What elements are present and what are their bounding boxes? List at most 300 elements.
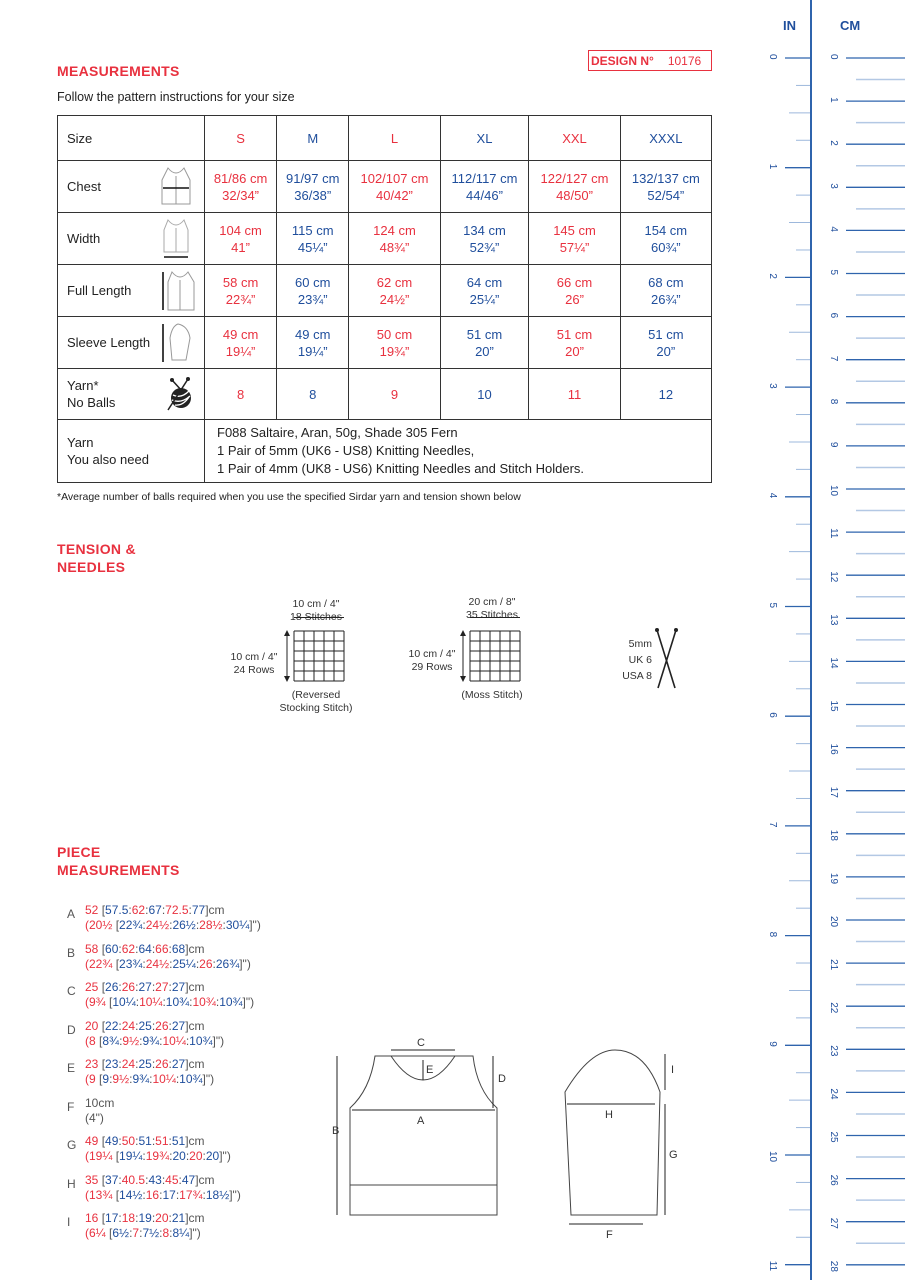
cm-value: 27 — [171, 980, 186, 994]
cm-value: 22 — [105, 1018, 119, 1033]
swatch2-stitches: 35 Stitches — [466, 609, 518, 621]
cm-value: 23 — [85, 1057, 99, 1071]
chest-icon — [160, 166, 196, 208]
cm-value: 60 cm — [295, 274, 331, 290]
balls-s: 8 — [205, 369, 277, 420]
measurement-cell — [529, 317, 620, 369]
cm-value: 24 — [121, 1057, 136, 1071]
cm-value: 16 — [85, 1211, 99, 1225]
yarn-label: Yarn* — [67, 378, 99, 393]
measurement-cell — [277, 317, 349, 369]
label-d: D — [498, 1073, 506, 1085]
row-label-text: Sleeve Length — [67, 335, 151, 350]
inch-value: 10¼ — [152, 1072, 176, 1086]
row-label — [58, 317, 205, 369]
piece-letter: G — [67, 1138, 77, 1152]
inch-value: 10¾ — [165, 995, 190, 1009]
label-f: F — [606, 1229, 613, 1241]
inch-number: 11 — [767, 1260, 778, 1272]
inch-value: 20” — [475, 343, 494, 359]
cm-value: 62 — [131, 903, 146, 917]
cm-number: 9 — [828, 441, 839, 448]
measurement-cell — [205, 317, 277, 369]
measurement-row — [58, 265, 712, 317]
cm-number: 4 — [828, 226, 839, 232]
cm-number: 7 — [828, 355, 839, 362]
inch-value: 13¾ — [89, 1187, 113, 1202]
yarn-balls-label — [58, 369, 205, 420]
cm-value: 23 — [105, 1057, 119, 1071]
design-number-value: 10176 — [667, 53, 702, 68]
inch-value: 20 — [205, 1149, 220, 1163]
piece-letter: I — [67, 1215, 71, 1229]
cm-number: 21 — [828, 959, 839, 971]
inch-value: 26¾ — [215, 956, 240, 971]
inch-value: 23¾ — [119, 956, 143, 971]
cm-value: 134 cm — [463, 222, 506, 238]
inch-number: 5 — [767, 602, 778, 609]
cm-value: 66 cm — [556, 274, 593, 290]
inch-value: 7½ — [142, 1226, 160, 1240]
design-label: DESIGN N° — [591, 53, 654, 68]
measurement-cell — [620, 161, 711, 213]
swatch1-width-text: 10 cm / 4" — [292, 598, 340, 610]
cm-value: 18 — [121, 1211, 136, 1225]
inch-value: 44/46” — [466, 187, 503, 203]
cm-value: 49 — [85, 1134, 99, 1148]
inch-value: 25¼ — [172, 956, 196, 971]
inch-value: 41” — [231, 239, 250, 255]
inch-number: 0 — [767, 54, 778, 60]
inch-value: 22¾ — [119, 918, 143, 932]
cm-value: 40.5 — [121, 1172, 146, 1187]
inch-value: 9½ — [112, 1072, 130, 1086]
inch-value: 52¾” — [469, 239, 500, 255]
cm-value: 68 — [171, 941, 186, 956]
cm-label: CM — [840, 18, 861, 33]
cm-value: 49 cm — [222, 326, 259, 342]
measurement-row — [58, 213, 712, 265]
label-e: E — [426, 1064, 434, 1076]
measurement-row — [58, 317, 712, 369]
inch-value: 9¾ — [132, 1072, 150, 1086]
width-icon — [160, 218, 196, 260]
needle-uk: UK 6 — [628, 654, 652, 666]
design-number — [588, 50, 712, 71]
cm-number: 18 — [828, 829, 839, 841]
cm-value: 51 — [171, 1134, 186, 1148]
measurement-cell — [620, 317, 711, 369]
inch-number: 4 — [767, 492, 778, 499]
sleeve-length-icon — [160, 322, 196, 364]
need-item: 1 Pair of 5mm (UK6 - US8) Knitting Needles, — [217, 443, 475, 458]
swatch2-rows: 29 Rows — [411, 661, 453, 673]
swatch1-height-text: 10 cm / 4" — [230, 651, 278, 663]
measurement-cell — [620, 265, 711, 317]
cm-value: 81/86 cm — [213, 170, 268, 186]
inch-value: 20 — [189, 1149, 203, 1163]
measurement-cell — [529, 265, 620, 317]
cm-number: 26 — [828, 1174, 839, 1186]
cm-value: 64 cm — [466, 274, 503, 290]
cm-number: 20 — [828, 916, 839, 928]
inch-value: 7 — [132, 1226, 140, 1240]
piece-letter: D — [67, 1022, 76, 1037]
measurement-cell — [440, 265, 529, 317]
inch-value: 60¾” — [651, 239, 681, 255]
cm-value: 49 — [105, 1134, 119, 1148]
cm-number: 1 — [828, 97, 839, 103]
swatch1-caption2: Stocking Stitch) — [279, 702, 353, 714]
inch-value: 19¼” — [297, 343, 328, 359]
measurement-cell — [349, 265, 440, 317]
row-label — [58, 213, 205, 265]
swatch2-height — [400, 648, 464, 674]
cm-number: 16 — [828, 743, 839, 755]
needle-mm: 5mm — [628, 638, 652, 650]
inch-number: 3 — [767, 383, 778, 389]
size-m: M — [277, 116, 349, 161]
cm-value: 77 — [191, 903, 206, 917]
cm-number: 8 — [828, 398, 839, 405]
cm-value: 24 — [121, 1018, 136, 1033]
inch-value: 20” — [656, 343, 676, 359]
measurement-row — [58, 161, 712, 213]
swatch1-caption — [268, 689, 364, 715]
inch-value: 52/54” — [647, 187, 685, 203]
inch-value: 22¾ — [89, 956, 113, 971]
cm-value: 27 — [171, 1018, 186, 1033]
inch-value: 48¾” — [379, 239, 410, 255]
cm-number: 22 — [828, 1002, 839, 1014]
size-xl: XL — [440, 116, 529, 161]
size-table — [57, 115, 712, 483]
label-a: A — [417, 1115, 425, 1127]
inch-value: 18½ — [205, 1187, 230, 1202]
swatch2-grid — [460, 625, 524, 687]
cm-value: 45 — [165, 1172, 179, 1187]
cm-value: 51 cm — [648, 326, 684, 342]
inch-value: 19¼” — [225, 343, 256, 359]
cm-value: 102/107 cm — [360, 170, 429, 186]
measurement-cell — [205, 161, 277, 213]
inch-value: 17 — [162, 1187, 176, 1202]
cm-value: 35 — [85, 1172, 99, 1187]
measurement-cell — [349, 317, 440, 369]
size-s: S — [205, 116, 277, 161]
row-label-text: Width — [67, 231, 101, 246]
inch-number: 10 — [767, 1151, 778, 1163]
cm-number: 2 — [828, 140, 839, 146]
swatch2-height-text: 10 cm / 4" — [408, 648, 456, 660]
yarn-ball-icon — [164, 377, 196, 411]
ruler — [740, 0, 905, 1280]
inch-value: 25¼” — [469, 291, 500, 307]
cm-value: 122/127 cm — [540, 170, 609, 186]
swatch1-grid — [284, 625, 348, 687]
yarn-details — [205, 420, 712, 483]
full-length-icon — [160, 270, 196, 312]
cm-number: 13 — [828, 614, 839, 626]
piece-letter: F — [67, 1099, 75, 1114]
inch-value: 10¾ — [192, 995, 216, 1009]
inch-value: 10¼ — [139, 995, 163, 1009]
cm-value: 17 — [105, 1211, 119, 1225]
inch-value: 10¼ — [162, 1033, 186, 1048]
measurement-cell — [205, 265, 277, 317]
inch-value: 19¾ — [145, 1149, 170, 1163]
footnote: *Average number of balls required when you use the specified Sirdar yarn and tension shown below — [57, 491, 521, 503]
cm-value: 26 — [105, 980, 119, 994]
swatch2-width-text: 20 cm / 8" — [468, 596, 516, 608]
inch-value: 22¾” — [225, 291, 256, 307]
inch-value: 9¾ — [142, 1033, 160, 1048]
inch-value: 26 — [199, 956, 213, 971]
label-c: C — [417, 1037, 425, 1049]
cm-number: 15 — [828, 700, 839, 712]
cm-number: 27 — [828, 1217, 839, 1229]
size-label: Size — [58, 116, 205, 161]
inch-value: 20 — [172, 1149, 186, 1163]
cm-value: 67 — [148, 903, 162, 917]
inch-number: 6 — [767, 712, 778, 718]
inch-value: 48/50” — [556, 187, 593, 203]
need-item: 1 Pair of 4mm (UK8 - US6) Knitting Needles and Stitch Holders. — [217, 461, 585, 476]
cm-value: 115 cm — [291, 222, 334, 238]
inch-value: 23¾” — [297, 291, 328, 307]
inch-value: 24½ — [145, 956, 170, 971]
cm-number: 11 — [828, 528, 839, 539]
pieces-title1: PIECE — [57, 844, 101, 860]
inch-value: 40/42” — [376, 187, 413, 203]
measurement-cell — [529, 213, 620, 265]
inch-value: 24½ — [145, 918, 170, 932]
inch-value: 45¼” — [297, 239, 328, 255]
piece-letter: B — [67, 945, 76, 960]
cm-value: 47 — [181, 1172, 196, 1187]
cm-value: 43 — [148, 1172, 162, 1187]
measurement-cell — [277, 265, 349, 317]
cm-value: 50 — [121, 1134, 136, 1148]
garment-diagram — [325, 1030, 705, 1245]
cm-value: 57.5 — [105, 903, 129, 917]
cm-value: 26 — [121, 980, 136, 994]
cm-value: 52 — [85, 903, 99, 917]
piece-letter: E — [67, 1061, 76, 1075]
cm-number: 12 — [828, 571, 839, 583]
inch-value: 19¾” — [379, 343, 410, 359]
need-label: You also need — [67, 452, 149, 467]
balls-xl: 10 — [440, 369, 529, 420]
cm-number: 14 — [828, 657, 839, 669]
width-arrow — [470, 617, 520, 618]
measurement-cell — [620, 213, 711, 265]
cm-number: 10 — [828, 485, 839, 497]
cm-number: 25 — [828, 1131, 839, 1143]
cm-value: 19 — [138, 1211, 152, 1225]
cm-value: 60 — [105, 941, 119, 956]
inch-number: 9 — [767, 1041, 778, 1047]
inch-number: 7 — [767, 821, 778, 828]
inch-value: 28½ — [199, 918, 223, 932]
cm-value: 26 — [155, 1018, 169, 1033]
swatch1-width — [268, 598, 364, 624]
needles-title: NEEDLES — [57, 559, 126, 575]
cm-number: 19 — [828, 872, 839, 885]
cm-number: 23 — [828, 1045, 839, 1057]
balls-label: No Balls — [67, 395, 116, 410]
cm-value: 112/117 cm — [451, 170, 518, 186]
inch-value: 9½ — [122, 1033, 140, 1048]
inch-number: 1 — [767, 163, 778, 170]
measurements-heading: MEASUREMENTS — [57, 63, 180, 79]
cm-value: 20 — [155, 1211, 169, 1225]
balls-xxxl: 12 — [620, 369, 711, 420]
cm-number: 24 — [828, 1088, 839, 1100]
size-l: L — [349, 116, 440, 161]
inch-value: 17¾ — [179, 1187, 203, 1202]
cm-value: 27 — [138, 980, 152, 994]
cm-value: 21 — [171, 1211, 186, 1225]
size-xxl: XXL — [529, 116, 620, 161]
inch-value: 32/34” — [222, 187, 260, 203]
measurement-cell — [440, 317, 529, 369]
cm-value: 50 cm — [376, 326, 413, 342]
cm-number: 28 — [828, 1260, 839, 1272]
row-label — [58, 265, 205, 317]
label-b: B — [332, 1125, 340, 1137]
inch-value: 6¼ — [89, 1226, 106, 1240]
cm-value: 51 cm — [466, 326, 503, 342]
inch-value: 19¼ — [119, 1149, 143, 1163]
cm-value: 51 — [155, 1134, 169, 1148]
cm-value: 25 — [138, 1018, 152, 1033]
cm-value: 145 cm — [553, 222, 596, 238]
inch-value: 9¾ — [89, 995, 106, 1009]
size-xxxl: XXXL — [620, 116, 711, 161]
sleeve-piece — [565, 1050, 660, 1215]
tension-title: TENSION & — [57, 541, 136, 557]
measurement-cell — [349, 213, 440, 265]
row-label — [58, 161, 205, 213]
yarn-text: F088 Saltaire, Aran, 50g, Shade 305 Fern — [217, 425, 458, 440]
inch-number: 8 — [767, 931, 778, 938]
inch-value: 16 — [145, 1187, 160, 1202]
cm-value: 58 — [85, 941, 99, 956]
measurement-cell — [205, 213, 277, 265]
label-i: I — [671, 1064, 675, 1076]
piece-letter: H — [67, 1176, 76, 1191]
piece-letter: C — [67, 984, 76, 998]
pieces-heading — [57, 843, 180, 879]
swatch1-rows: 24 Rows — [233, 664, 275, 676]
cm-value: 51 cm — [556, 326, 593, 342]
cm-value: 27 — [171, 1057, 186, 1071]
inch-value: 24½” — [379, 291, 410, 307]
cm-value: 104 cm — [219, 222, 262, 238]
needle-usa: USA 8 — [622, 670, 652, 682]
inch-value: 36/38” — [294, 187, 332, 203]
inch-value: 20” — [565, 343, 584, 359]
cm-value: 27 — [155, 980, 169, 994]
swatch1-height — [222, 651, 286, 677]
label-g: G — [669, 1149, 678, 1161]
needle-sizes — [612, 636, 652, 684]
cm-number: 5 — [828, 269, 839, 276]
inch-value: 10¾ — [219, 995, 243, 1009]
measurement-cell — [277, 213, 349, 265]
cm-value: 20 — [85, 1018, 99, 1033]
inch-label: IN — [783, 18, 796, 33]
inch-value: 10¾ — [189, 1033, 213, 1048]
cm-number: 0 — [828, 54, 839, 60]
tension-heading — [57, 540, 136, 576]
cm-value: 49 cm — [295, 326, 331, 342]
balls-xxl: 11 — [529, 369, 620, 420]
cm-number: 3 — [828, 183, 839, 189]
balls-l: 9 — [349, 369, 440, 420]
cm-value: 68 cm — [648, 274, 684, 290]
measurement-cell — [529, 161, 620, 213]
measurements-intro: Follow the pattern instructions for your size — [57, 90, 295, 104]
cm-value: 62 — [121, 941, 136, 956]
swatch1-stitches: 18 Stitches — [290, 611, 342, 623]
cm-value: 26 — [155, 1057, 169, 1071]
measurement-cell — [440, 161, 529, 213]
measurement-cell — [277, 161, 349, 213]
inch-value: 8¾ — [102, 1033, 120, 1048]
piece-letter: A — [67, 907, 76, 921]
measurement-cell — [440, 213, 529, 265]
cm-number: 17 — [828, 786, 839, 798]
inch-value: 57¼” — [559, 239, 590, 255]
cm-value: 66 — [155, 941, 169, 956]
yarn-row-label: Yarn — [67, 435, 94, 450]
cm-value: 91/97 cm — [285, 170, 340, 186]
inch-value: 8 — [162, 1226, 170, 1240]
cm-value: 62 cm — [376, 274, 413, 290]
crossed-needles-icon — [652, 626, 682, 690]
row-label-text: Chest — [67, 179, 101, 194]
cm-value: 72.5 — [165, 903, 189, 917]
inch-value: (4") — [85, 1110, 104, 1125]
inch-value: 14½ — [119, 1187, 143, 1202]
cm-value: 37 — [105, 1172, 119, 1187]
pieces-title2: MEASUREMENTS — [57, 862, 180, 878]
swatch2-width — [444, 596, 540, 622]
inch-value: 6½ — [112, 1226, 130, 1240]
swatch1-caption1: (Reversed — [291, 689, 341, 701]
inch-value: 8 — [89, 1033, 96, 1048]
swatch2-caption: (Moss Stitch) — [461, 689, 523, 701]
row-label-text: Full Length — [67, 283, 132, 298]
cm-number: 6 — [828, 312, 839, 319]
cm-value: 25 — [85, 980, 99, 994]
inch-value: 9 — [102, 1072, 110, 1086]
cm-value: 51 — [138, 1134, 152, 1148]
cm-value: 25 — [138, 1057, 152, 1071]
cm-value: 58 cm — [222, 274, 259, 290]
inch-value: 19¼ — [89, 1149, 113, 1163]
width-arrow — [294, 617, 344, 618]
inch-value: 8¼ — [172, 1226, 190, 1240]
cm-value: 132/137 cm — [631, 170, 700, 186]
balls-m: 8 — [277, 369, 349, 420]
inch-value: 26” — [565, 291, 584, 307]
yarn-need-label — [58, 420, 205, 483]
inch-value: 26½ — [172, 918, 196, 932]
cm-value: 64 — [138, 941, 152, 956]
